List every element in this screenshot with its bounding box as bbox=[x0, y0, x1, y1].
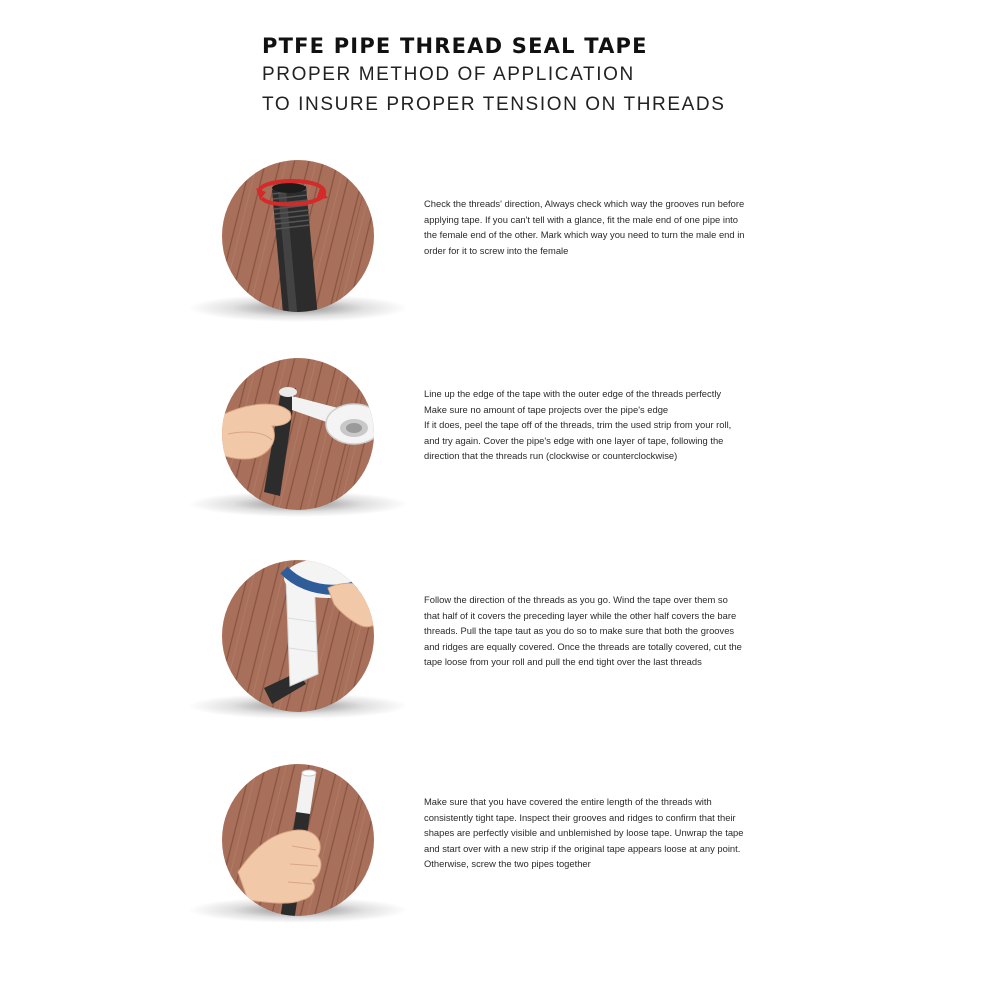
step-3-illustration bbox=[168, 548, 428, 748]
step-3 bbox=[0, 548, 1000, 748]
page-title: PTFE PIPE THREAD SEAL TAPE bbox=[262, 34, 648, 58]
step-4-text: Make sure that you have covered the entire length of the threads with consistently tight tape. Inspect their grooves and ridges to confirm that their shapes are perfectly visible and unblemished by loose tape. Unwrap the tape and start over with a new strip if the original tape appears loose at any point. Otherwise, screw the two pipes together bbox=[424, 796, 744, 870]
step-1 bbox=[0, 148, 1000, 348]
step-1-text: Check the threads' direction, Always check which way the grooves run before applying tape. If you can't tell with a glance, fit the male end of one pipe into the female end of the other. Mark which way you need to turn the male end in order for it to screw into the female bbox=[424, 198, 745, 256]
step-1-illustration bbox=[168, 148, 428, 348]
page-subtitle-line-1: PROPER METHOD OF APPLICATION bbox=[262, 64, 635, 85]
step-2 bbox=[0, 346, 1000, 546]
step-2-illustration bbox=[168, 346, 428, 546]
step-3-text: Follow the direction of the threads as you go. Wind the tape over them so that half of it covers the preceding layer while the other half covers the bare threads. Pull the tape taut as you do so to make sure that both the grooves and ridges are equally covered. Once the threads are totally covered, cut the tape loose from your roll and pull the end tight over the last threads bbox=[424, 594, 742, 668]
step-2-text: Line up the edge of the tape with the outer edge of the threads perfectly Make sure no amount of tape projects over the pipe's edge If it does, peel the tape off of the threads, trim the used strip from your roll, and try again. Cover the pipe's edge with one layer of tape, following the direction that the threads run (clockwise or counterclockwise) bbox=[424, 388, 732, 462]
step-4 bbox=[0, 752, 1000, 952]
step-4-illustration bbox=[168, 752, 428, 952]
page-subtitle-line-2: TO INSURE PROPER TENSION ON THREADS bbox=[262, 94, 726, 115]
